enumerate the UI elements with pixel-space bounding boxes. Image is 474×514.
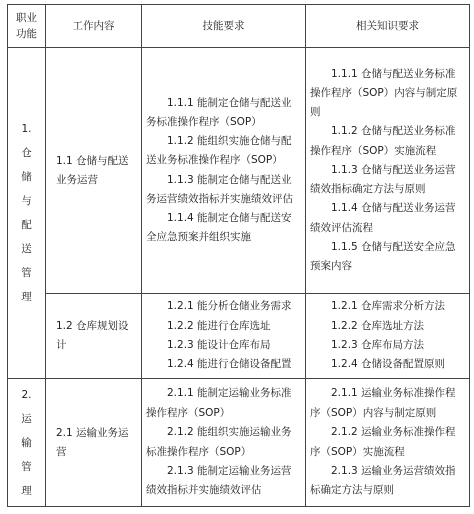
table-row: [8, 48, 470, 294]
skills-cell: [142, 48, 306, 294]
knowledge-cell: [306, 48, 470, 294]
skill-item: 1.2.1 能分析仓储业务需求: [167, 300, 292, 313]
skill-item: 2.1.3 能制定运输业务运营绩效指标并实施绩效评估: [146, 464, 292, 497]
skill-item: 1.2.4 能进行仓储设备配置: [167, 358, 292, 371]
work-content-cell: 2.1 运输业务运营: [46, 379, 142, 507]
knowledge-cell: [306, 379, 470, 507]
table-header-row: [8, 5, 470, 48]
occupational-standard-table: [7, 4, 470, 507]
skill-item: 1.1.2 能组织实施仓储与配送业务标准操作程序（SOP）: [146, 135, 292, 167]
function-title: 2. 运 输 管 理: [21, 388, 32, 497]
header-function: 职业功能: [8, 5, 46, 48]
skill-item: 1.2.2 能进行仓库选址: [167, 319, 271, 332]
knowledge-item: 1.1.3 仓储与配送业务运营绩效指标确定方法与原则: [310, 163, 456, 196]
skill-item: 1.1.1 能制定仓储与配送业务标准操作程序（SOP）: [146, 96, 292, 128]
knowledge-item: 1.2.3 仓库布局方法: [331, 339, 425, 351]
skills-cell: [142, 379, 306, 507]
header-skill-requirements: 技能要求: [142, 5, 306, 48]
knowledge-item: 1.2.4 仓储设备配置原则: [331, 358, 446, 371]
function-cell: [8, 379, 46, 507]
knowledge-item: 1.2.2 仓库选址方法: [331, 319, 425, 332]
skills-cell: [142, 294, 306, 379]
knowledge-item: 1.1.1 仓储与配送业务标准操作程序（SOP）内容与制定原则: [310, 67, 458, 119]
skill-item: 1.1.3 能制定仓储与配送业务运营绩效指标并实施绩效评估: [146, 173, 293, 205]
knowledge-item: 1.1.5 仓储与配送安全应急预案内容: [310, 240, 456, 272]
skill-item: 2.1.2 能组织实施运输业务标准操作程序（SOP）: [146, 426, 292, 458]
knowledge-item: 1.1.2 仓储与配送业务标准操作程序（SOP）实施流程: [310, 125, 456, 157]
knowledge-item: 2.1.2 运输业务标准操作程序（SOP）实施流程: [310, 426, 456, 458]
work-content-cell: 1.1 仓储与配送业务运营: [46, 48, 142, 294]
knowledge-item: 1.2.1 仓库需求分析方法: [331, 300, 446, 313]
header-knowledge-requirements: 相关知识要求: [306, 5, 470, 48]
knowledge-item: 1.1.4 仓储与配送业务运营绩效评估流程: [310, 202, 456, 234]
knowledge-cell: [306, 294, 470, 379]
work-content-cell: 1.2 仓库规划设计: [46, 294, 142, 379]
knowledge-item: 2.1.3 运输业务运营绩效指标确定方法与原则: [310, 464, 456, 497]
knowledge-item: 2.1.1 运输业务标准操作程序（SOP）内容与制定原则: [310, 387, 456, 419]
skill-item: 1.2.3 能设计仓库布局: [167, 339, 271, 351]
skill-item: 2.1.1 能制定运输业务标准操作程序（SOP）: [146, 387, 292, 419]
skill-item: 1.1.4 能制定仓储与配送安全应急预案并组织实施: [146, 211, 292, 244]
table-row: [8, 379, 470, 507]
function-title: 1. 仓 储 与 配 送 管 理: [21, 123, 32, 303]
function-cell: [8, 48, 46, 379]
table-row: [8, 294, 470, 379]
header-work-content: 工作内容: [46, 5, 142, 48]
